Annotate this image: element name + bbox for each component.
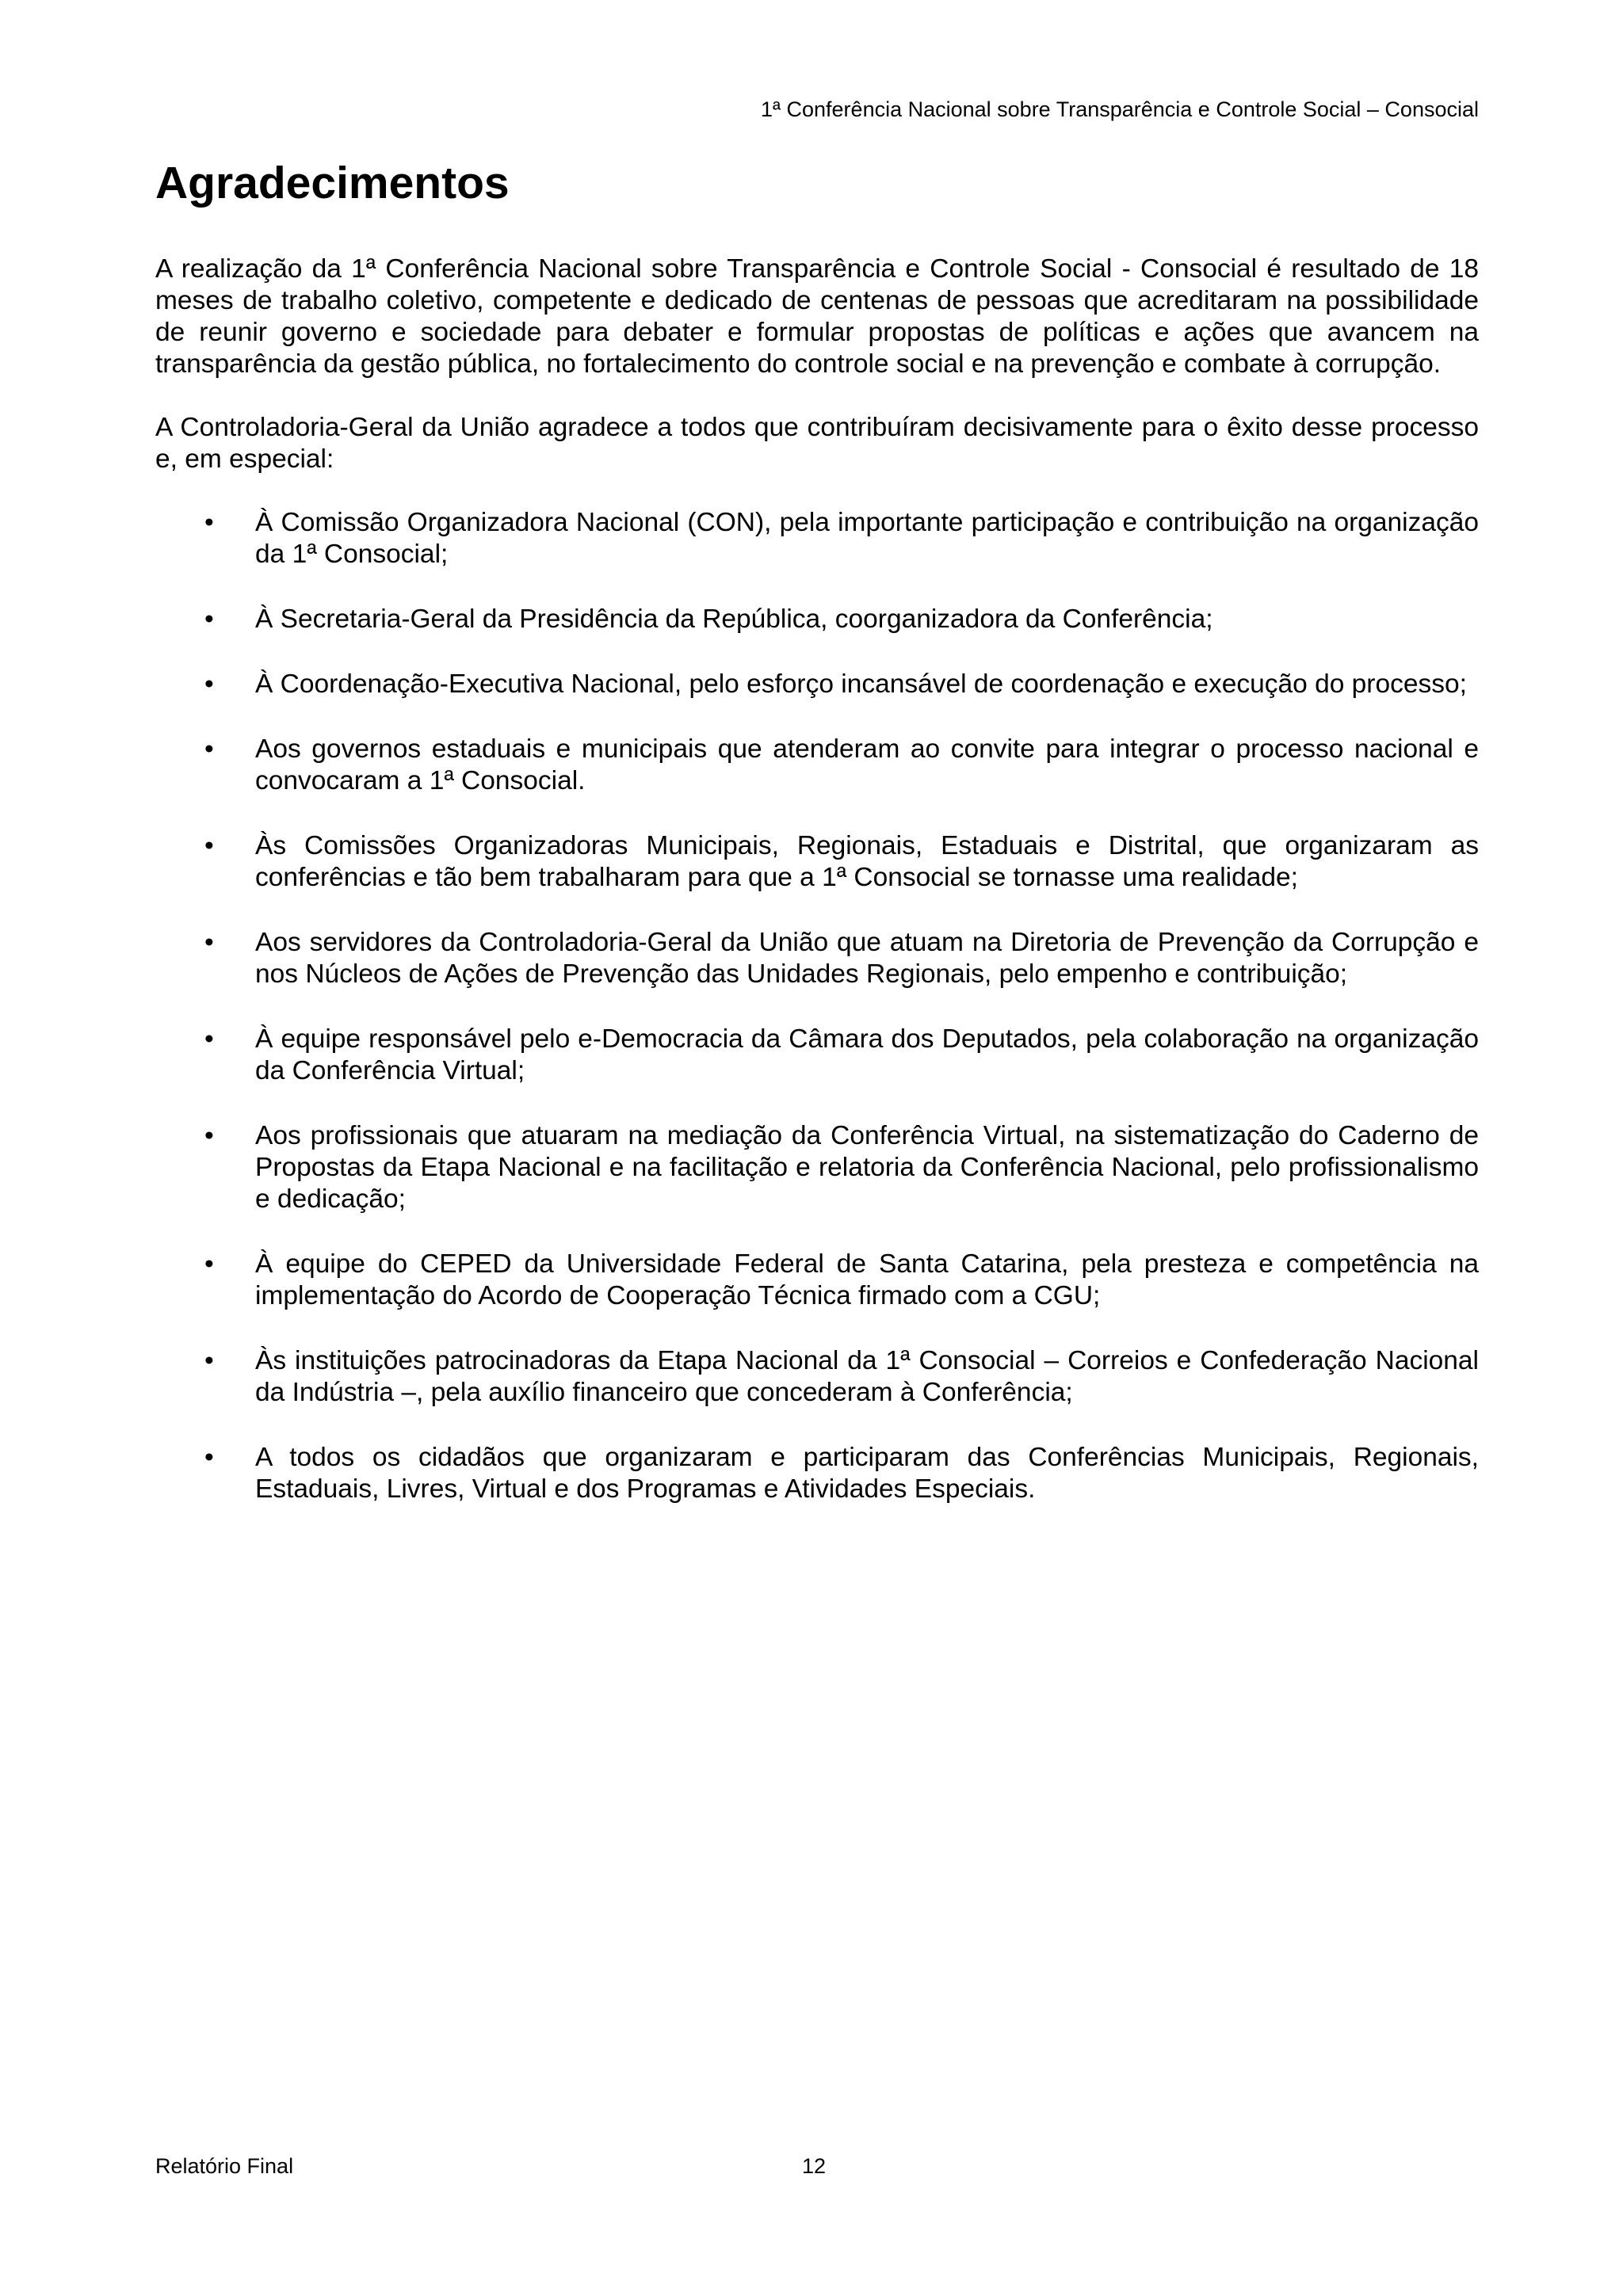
bullet-icon: • bbox=[204, 1121, 214, 1150]
bullet-icon: • bbox=[204, 1024, 214, 1054]
bullet-icon: • bbox=[204, 1346, 214, 1375]
list-item bbox=[155, 604, 1479, 635]
bullet-icon: • bbox=[204, 1443, 214, 1472]
bullet-icon: • bbox=[204, 669, 214, 699]
list-item-text: Aos governos estaduais e municipais que atenderam ao convite para integrar o processo nacional e convocaram a 1ª Consocial. bbox=[255, 734, 1479, 795]
list-item-text: A todos os cidadãos que organizaram e participaram das Conferências Municipais, Regionais, Estaduais, Livres, Virtual e dos Programas e Atividades Especiais. bbox=[255, 1443, 1479, 1504]
list-item bbox=[155, 734, 1479, 797]
list-item-text: Às Comissões Organizadoras Municipais, Regionais, Estaduais e Distrital, que organizaram as conferências e tão bem trabalharam para que a 1ª Consocial se tornasse uma realidade; bbox=[255, 831, 1479, 892]
page-content bbox=[155, 155, 1479, 1539]
bullet-icon: • bbox=[204, 734, 214, 764]
bullet-icon: • bbox=[204, 831, 214, 860]
list-item-text: Às instituições patrocinadoras da Etapa Nacional da 1ª Consocial – Correios e Confederação Nacional da Indústria –, pela auxílio financeiro que concederam à Conferência; bbox=[255, 1346, 1479, 1407]
list-item bbox=[155, 927, 1479, 990]
list-item bbox=[155, 669, 1479, 700]
list-item-text: À Comissão Organizadora Nacional (CON), pela importante participação e contribuição na organização da 1ª Consocial; bbox=[255, 508, 1479, 569]
list-item-text: À Coordenação-Executiva Nacional, pelo esforço incansável de coordenação e execução do processo; bbox=[255, 669, 1467, 699]
list-item bbox=[155, 507, 1479, 570]
footer-document-name: Relatório Final bbox=[155, 2154, 294, 2178]
bullet-icon: • bbox=[204, 1249, 214, 1279]
list-item bbox=[155, 1249, 1479, 1312]
list-item-text: À equipe do CEPED da Universidade Federal de Santa Catarina, pela presteza e competência na implementação do Acordo de Cooperação Técnica firmado com a CGU; bbox=[255, 1249, 1479, 1310]
intro-paragraph: A realização da 1ª Conferência Nacional sobre Transparência e Controle Social - Consocial é resultado de 18 meses de trabalho coletivo, competente e dedicado de centenas de pessoas que acreditaram na possibilidade de reunir governo e sociedade para debater e formular propostas de políticas e ações que avancem na transparência da gestão pública, no fortalecimento do controle social e na prevenção e combate à corrupção. bbox=[155, 254, 1479, 379]
list-item bbox=[155, 1345, 1479, 1409]
thanks-paragraph: A Controladoria-Geral da União agradece a todos que contribuíram decisivamente para o êxito desse processo e, em especial: bbox=[155, 413, 1479, 474]
acknowledgement-list bbox=[155, 507, 1479, 1505]
list-item bbox=[155, 1120, 1479, 1215]
list-item-text: Aos servidores da Controladoria-Geral da União que atuam na Diretoria de Prevenção da Corrupção e nos Núcleos de Ações de Prevenção das Unidades Regionais, pelo empenho e contribuição; bbox=[255, 928, 1479, 989]
list-item-text: À Secretaria-Geral da Presidência da República, coorganizadora da Conferência; bbox=[255, 605, 1213, 634]
footer-page-number: 12 bbox=[802, 2154, 827, 2178]
list-item bbox=[155, 830, 1479, 894]
bullet-icon: • bbox=[204, 605, 214, 634]
running-header: 1ª Conferência Nacional sobre Transparência e Controle Social – Consocial bbox=[761, 97, 1479, 121]
list-item bbox=[155, 1442, 1479, 1505]
list-item-text: À equipe responsável pelo e-Democracia da Câmara dos Deputados, pela colaboração na organização da Conferência Virtual; bbox=[255, 1024, 1479, 1085]
bullet-icon: • bbox=[204, 508, 214, 537]
bullet-icon: • bbox=[204, 928, 214, 957]
list-item-text: Aos profissionais que atuaram na mediação da Conferência Virtual, na sistematização do Caderno de Propostas da Etapa Nacional e na facilitação e relatoria da Conferência Nacional, pelo profissionalismo e dedicação; bbox=[255, 1121, 1479, 1214]
list-item bbox=[155, 1024, 1479, 1087]
page-title: Agradecimentos bbox=[155, 158, 510, 208]
